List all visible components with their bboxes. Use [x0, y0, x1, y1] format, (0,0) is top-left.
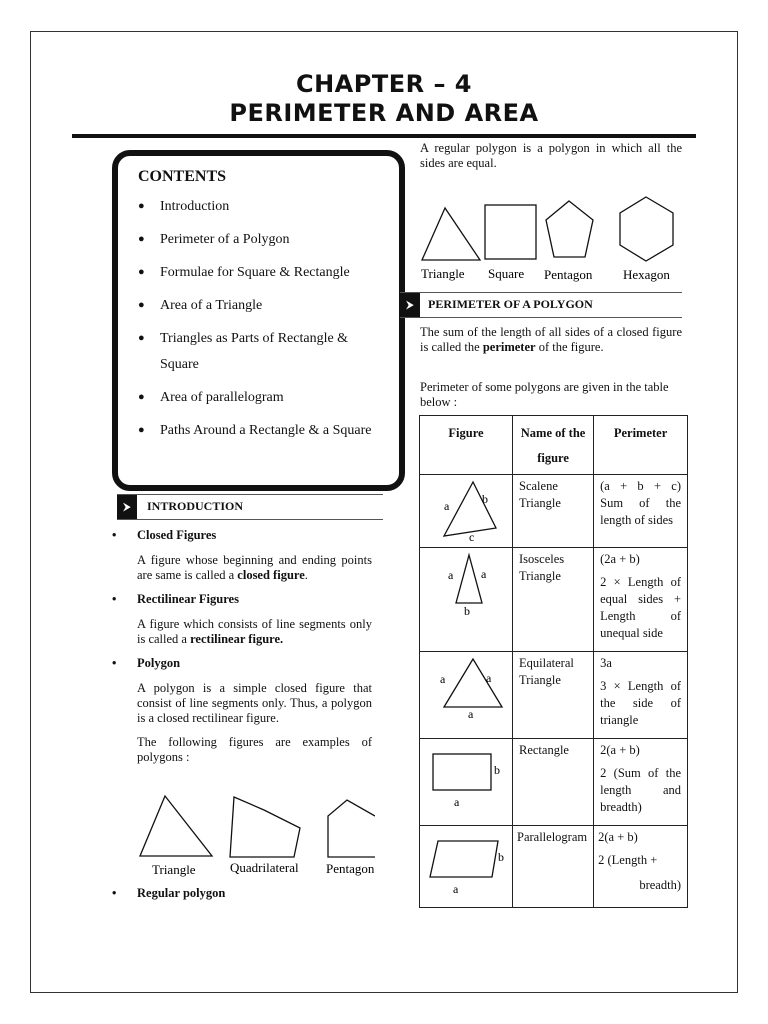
regular-triangle-label: Triangle: [421, 266, 465, 281]
table-cell-perimeter: [594, 739, 688, 826]
square-label: Square: [488, 266, 525, 281]
scalene-triangle-shape: [444, 482, 496, 536]
rectilinear-term: rectilinear figure.: [190, 632, 284, 646]
table-cell-name: Rectangle: [513, 739, 594, 826]
table-row: [420, 548, 688, 652]
header-figure: Figure: [420, 416, 513, 475]
side-label: a: [481, 567, 487, 581]
perimeter-description: Sum of the length of sides: [600, 496, 681, 527]
table-cell-perimeter: [594, 826, 688, 908]
table-intro: Perimeter of some polygons are given in the table below :: [420, 380, 669, 409]
perimeter-section-header: [400, 292, 682, 318]
triangle-label: Triangle: [152, 862, 196, 877]
side-label: a: [444, 499, 450, 513]
side-label: b: [494, 763, 500, 777]
hexagon-label: Hexagon: [623, 267, 670, 282]
regular-pentagon-shape: [546, 201, 593, 257]
table-cell-perimeter: [594, 652, 688, 739]
perimeter-definition: [420, 325, 682, 355]
introduction-heading: INTRODUCTION: [147, 499, 244, 513]
closed-figures-heading: • Closed Figures: [112, 528, 372, 543]
scalene-figure-cell: [420, 475, 513, 548]
perimeter-heading: PERIMETER OF A POLYGON: [428, 297, 593, 311]
rectilinear-sentence: A figure which consists of line segments only is called a: [137, 617, 372, 646]
table-cell-name: Parallelogram: [513, 826, 594, 908]
equilateral-triangle-shape: [444, 659, 502, 707]
contents-item: ● Formulae for Square & Rectangle: [138, 260, 383, 286]
quadrilateral-label: Quadrilateral: [230, 860, 299, 875]
regular-polygon-text: A regular polygon is a polygon in which all the sides are equal.: [420, 141, 682, 170]
square-shape: [485, 205, 536, 259]
side-label: a: [454, 795, 460, 808]
closed-figures-end: .: [304, 568, 308, 582]
table-cell-perimeter: [594, 475, 688, 548]
table-cell-name: Equilateral Triangle: [513, 652, 594, 739]
perimeter-formula: 2(a + b): [600, 743, 640, 757]
contents-box: [112, 150, 405, 491]
contents-heading: CONTENTS: [138, 168, 227, 185]
rectangle-shape: [433, 754, 491, 790]
table-row: [420, 739, 688, 826]
side-label: b: [482, 492, 488, 506]
table-cell-perimeter: [594, 548, 688, 652]
header-perimeter: Perimeter: [594, 416, 688, 475]
contents-item: ● Paths Around a Rectangle & a Square: [138, 418, 383, 444]
regular-polygons-figure: [418, 193, 680, 285]
equilateral-triangle-figure: [426, 655, 506, 721]
side-label: a: [440, 672, 446, 686]
perimeter-sentence: The sum of the length of all sides of a closed figure is called the: [420, 325, 682, 354]
table-cell-name: Isosceles Triangle: [513, 548, 594, 652]
isosceles-figure-cell: [420, 548, 513, 652]
contents-item: ● Area of a Triangle: [138, 293, 383, 319]
perimeter-formula: (2a + b): [600, 552, 640, 566]
hexagon-shape: [620, 197, 673, 261]
introduction-section-header: [117, 494, 383, 520]
side-label: c: [469, 530, 475, 544]
perimeter-table: [419, 415, 688, 908]
perimeter-term: perimeter: [482, 340, 536, 354]
closed-figures-text: [112, 553, 372, 583]
polygon-heading: • Polygon: [112, 656, 372, 671]
table-row: [420, 475, 688, 548]
side-label: a: [468, 707, 474, 721]
rectangle-figure-cell: [420, 739, 513, 826]
table-header-row: [420, 416, 688, 475]
side-label: a: [453, 882, 459, 895]
polygon-text: A polygon is a simple closed figure that consist of line segments only. Thus, a polygon is a closed rectilinear figure.: [137, 681, 372, 725]
parallelogram-shape: [430, 841, 498, 877]
closed-figures-sentence: A figure whose beginning and ending points are same is called a: [137, 553, 372, 582]
regular-polygon-heading: • Regular polygon: [112, 886, 372, 901]
perimeter-description: 2 (Sum of the length and breadth): [600, 766, 681, 814]
perimeter-description: 2 × Length of equal sides + Length of unequal side: [600, 575, 681, 640]
contents-item: ● Area of parallelogram: [138, 385, 383, 411]
side-label: a: [448, 568, 454, 582]
perimeter-description: 2 (Length +: [598, 853, 658, 867]
header-name: Name of the figure: [513, 416, 594, 475]
perimeter-sentence-end: of the figure.: [535, 340, 604, 354]
chapter-number: CHAPTER – 4: [295, 70, 473, 98]
triangle-shape: [140, 796, 212, 856]
quadrilateral-shape: [230, 797, 300, 857]
table-row: [420, 652, 688, 739]
title-rule: [72, 134, 696, 138]
closed-figure-term: closed figure: [237, 568, 305, 582]
rectangle-figure: [426, 742, 506, 808]
regular-triangle-shape: [422, 208, 480, 260]
equilateral-figure-cell: [420, 652, 513, 739]
perimeter-formula: (a + b + c): [600, 479, 681, 493]
side-label: a: [486, 671, 492, 685]
isosceles-triangle-shape: [456, 555, 482, 603]
perimeter-description-cont: breadth): [639, 878, 681, 892]
contents-item: ● Triangles as Parts of Rectangle & Square: [138, 326, 383, 378]
introduction-content: [112, 528, 372, 774]
side-label: b: [498, 850, 504, 864]
perimeter-formula: 2(a + b): [598, 830, 638, 844]
table-cell-name: Scalene Triangle: [513, 475, 594, 548]
chapter-title: [70, 70, 698, 128]
pentagon-label: Pentagon: [326, 861, 375, 876]
contents-item: ● Perimeter of a Polygon: [138, 227, 383, 253]
arrow-right-icon: ⮞: [400, 293, 420, 317]
scalene-triangle-figure: [426, 478, 506, 544]
perimeter-formula: 3a: [600, 656, 612, 670]
side-label: b: [464, 604, 470, 617]
isosceles-triangle-figure: [426, 551, 506, 617]
regular-polygon-block: [112, 886, 372, 911]
rectilinear-heading: • Rectilinear Figures: [112, 592, 372, 607]
regular-pentagon-label: Pentagon: [544, 267, 593, 282]
parallelogram-figure-cell: [420, 826, 513, 908]
parallelogram-figure: [426, 829, 506, 895]
rectilinear-text: [112, 617, 372, 647]
pentagon-shape: [328, 800, 375, 857]
perimeter-description: 3 × Length of the side of triangle: [600, 679, 681, 727]
contents-item: ● Introduction: [138, 194, 383, 220]
contents-list: [138, 194, 383, 444]
chapter-name: PERIMETER AND AREA: [229, 99, 539, 127]
table-row: [420, 826, 688, 908]
arrow-right-icon: ⮞: [117, 495, 137, 519]
polygon-examples-text: The following figures are examples of polygons :: [137, 735, 372, 764]
polygon-examples-figure: [130, 790, 375, 880]
